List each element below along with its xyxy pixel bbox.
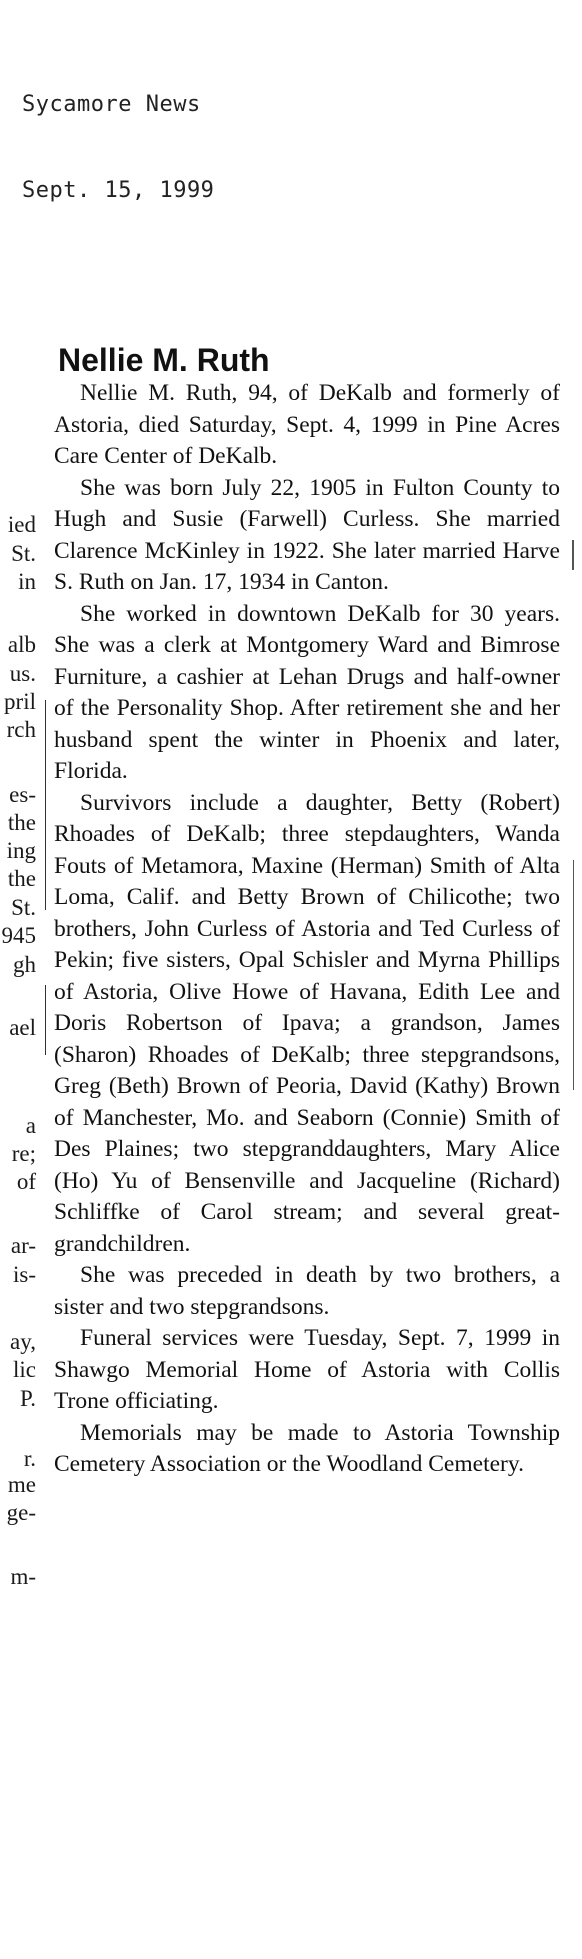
fragment: a [25,1113,36,1138]
fragment: gh [13,952,36,977]
fragment: r. [23,1446,36,1471]
fragment: St. [11,541,36,566]
fragment: the [7,810,36,835]
paragraph: Memorials may be made to Astoria Township Cemetery Association or the Woodland Cemetery. [54,1419,560,1477]
fragment: me [7,1472,36,1497]
clipping-date: Sept. 15, 1999 [22,178,215,203]
paragraph: Funeral services were Tuesday, Sept. 7, 1999 in Shawgo Memorial Home of Astoria with Collis Trone officiating. [54,1325,560,1414]
fragment: lic [13,1357,36,1382]
fragment: of [16,1169,36,1194]
fragment: ay, [10,1329,36,1354]
fragment: ael [9,1015,36,1040]
fragment: ar- [10,1233,36,1258]
paragraph: She was preceded in death by two brothers, a sister and two stepgrandsons. [54,1262,560,1320]
obituary-article [54,342,560,1481]
column-rule [45,700,46,910]
column-rule [45,985,46,1055]
fragment: us. [9,661,36,686]
clipping-source: Sycamore News [22,92,201,117]
paragraph: Nellie M. Ruth, 94, of DeKalb and formerly of Astoria, died Saturday, Sept. 4, 1999 in Pine Acres Care Center of DeKalb. [54,380,560,469]
paragraph: Survivors include a daughter, Betty (Robert) Rhoades of DeKalb; three stepdaughters, Wanda Fouts of Metamora, Maxine (Herman) Smith of Alta Loma, Calif. and Betty Brown of Chilicothe; two brothers, John Curless of Astoria and Ted Curless of Pekin; five sisters, Opal Schisler and Myrna Phillips of Astoria, Olive Howe of Havana, Edith Lee and Doris Robertson of Ipava; a grandson, James (Sharon) Rhoades of DeKalb; three stepgrandsons, Greg (Beth) Brown of Peoria, David (Kathy) Brown of Manchester, Mo. and Seaborn (Connie) Smith of Des Plaines; two stepgranddaughters, Mary Alice (Ho) Yu of Bensenville and Jacqueline (Richard) Schliffke of Carol stream; and several great-grandchildren. [54,789,560,1257]
paragraph: She worked in downtown DeKalb for 30 years. She was a clerk at Montgomery Ward and Bimrose Furniture, a cashier at Lehan Drugs and half-owner of the Personality Shop. After retirement she and her husband spent the winter in Phoenix and later, Florida. [54,600,560,784]
article-body [54,378,560,1481]
fragment: ied [7,512,36,537]
fragment: pril [4,689,36,714]
fragment: re; [11,1141,36,1166]
fragment: St. [11,895,36,920]
headline: Nellie M. Ruth [58,342,270,378]
fragment: the [7,866,36,891]
fragment: P. [20,1386,36,1411]
fragment: es- [9,782,36,807]
fragment: in [18,569,36,594]
clipping-edge-mark [573,860,574,1090]
paragraph: She was born July 22, 1905 in Fulton County to Hugh and Susie (Farwell) Curless. She married Clarence McKinley in 1922. She later married Harve S. Ruth on Jan. 17, 1934 in Canton. [54,474,560,595]
fragment: alb [7,632,36,657]
fragment: 945 [1,923,36,948]
fragment: m- [10,1564,36,1589]
fragment: ing [6,838,36,863]
clipping-edge-mark [572,540,574,570]
fragment: is- [13,1262,36,1287]
fragment: ge- [6,1500,36,1525]
fragment: rch [6,717,36,742]
